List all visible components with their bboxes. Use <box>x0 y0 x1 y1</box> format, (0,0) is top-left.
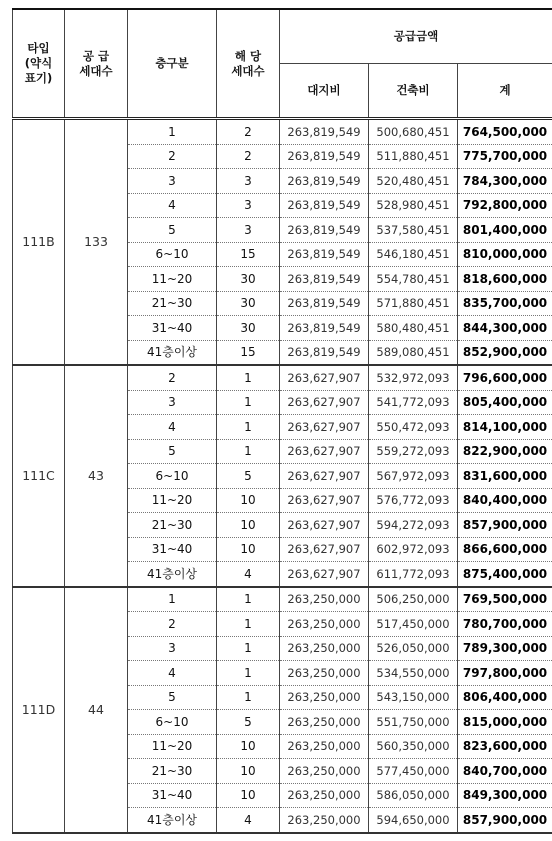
building-cost-cell: 554,780,451 <box>369 267 458 292</box>
total-cell: 815,000,000 <box>458 710 552 735</box>
header-land-cost: 대지비 <box>280 64 369 119</box>
total-cell: 789,300,000 <box>458 636 552 661</box>
building-cost-cell: 528,980,451 <box>369 193 458 218</box>
units-cell: 10 <box>217 783 280 808</box>
header-applicable-units: 해 당 세대수 <box>217 9 280 119</box>
land-cost-cell: 263,250,000 <box>280 636 369 661</box>
units-cell: 3 <box>217 193 280 218</box>
land-cost-cell: 263,627,907 <box>280 562 369 587</box>
floor-cell: 11~20 <box>128 267 217 292</box>
total-cell: 792,800,000 <box>458 193 552 218</box>
total-cell: 801,400,000 <box>458 218 552 243</box>
land-cost-cell: 263,250,000 <box>280 734 369 759</box>
floor-cell: 3 <box>128 636 217 661</box>
units-cell: 4 <box>217 562 280 587</box>
floor-cell: 3 <box>128 169 217 194</box>
land-cost-cell: 263,250,000 <box>280 612 369 637</box>
building-cost-cell: 602,972,093 <box>369 537 458 562</box>
floor-cell: 1 <box>128 119 217 145</box>
land-cost-cell: 263,627,907 <box>280 439 369 464</box>
land-cost-cell: 263,627,907 <box>280 513 369 538</box>
land-cost-cell: 263,819,549 <box>280 340 369 365</box>
floor-cell: 2 <box>128 365 217 390</box>
units-cell: 1 <box>217 685 280 710</box>
building-cost-cell: 551,750,000 <box>369 710 458 735</box>
total-cell: 810,000,000 <box>458 242 552 267</box>
building-cost-cell: 586,050,000 <box>369 783 458 808</box>
units-cell: 30 <box>217 316 280 341</box>
table-row <box>13 365 552 390</box>
total-cell: 840,400,000 <box>458 488 552 513</box>
supply-units-cell: 43 <box>65 365 128 587</box>
total-cell: 784,300,000 <box>458 169 552 194</box>
type-cell: 111B <box>13 119 65 366</box>
building-cost-cell: 611,772,093 <box>369 562 458 587</box>
land-cost-cell: 263,819,549 <box>280 144 369 169</box>
total-cell: 866,600,000 <box>458 537 552 562</box>
total-cell: 769,500,000 <box>458 587 552 612</box>
building-cost-cell: 594,650,000 <box>369 808 458 833</box>
units-cell: 1 <box>217 390 280 415</box>
type-cell: 111C <box>13 365 65 587</box>
units-cell: 15 <box>217 242 280 267</box>
units-cell: 10 <box>217 734 280 759</box>
total-cell: 806,400,000 <box>458 685 552 710</box>
units-cell: 30 <box>217 291 280 316</box>
floor-cell: 4 <box>128 415 217 440</box>
building-cost-cell: 500,680,451 <box>369 119 458 145</box>
floor-cell: 41층이상 <box>128 340 217 365</box>
land-cost-cell: 263,819,549 <box>280 242 369 267</box>
building-cost-cell: 520,480,451 <box>369 169 458 194</box>
floor-cell: 6~10 <box>128 464 217 489</box>
floor-cell: 2 <box>128 612 217 637</box>
land-cost-cell: 263,819,549 <box>280 218 369 243</box>
total-cell: 775,700,000 <box>458 144 552 169</box>
header-floor: 층구분 <box>128 9 217 119</box>
floor-cell: 1 <box>128 587 217 612</box>
header-building-cost: 건축비 <box>369 64 458 119</box>
floor-cell: 4 <box>128 193 217 218</box>
table-row <box>13 587 552 612</box>
land-cost-cell: 263,819,549 <box>280 267 369 292</box>
land-cost-cell: 263,819,549 <box>280 193 369 218</box>
total-cell: 797,800,000 <box>458 661 552 686</box>
building-cost-cell: 580,480,451 <box>369 316 458 341</box>
units-cell: 5 <box>217 464 280 489</box>
total-cell: 857,900,000 <box>458 808 552 833</box>
units-cell: 1 <box>217 415 280 440</box>
floor-cell: 3 <box>128 390 217 415</box>
units-cell: 1 <box>217 439 280 464</box>
total-cell: 849,300,000 <box>458 783 552 808</box>
building-cost-cell: 526,050,000 <box>369 636 458 661</box>
land-cost-cell: 263,627,907 <box>280 464 369 489</box>
units-cell: 1 <box>217 587 280 612</box>
land-cost-cell: 263,627,907 <box>280 415 369 440</box>
header-supply-units: 공 급 세대수 <box>65 9 128 119</box>
floor-cell: 41층이상 <box>128 562 217 587</box>
units-cell: 10 <box>217 537 280 562</box>
units-cell: 3 <box>217 218 280 243</box>
units-cell: 3 <box>217 169 280 194</box>
units-cell: 2 <box>217 119 280 145</box>
land-cost-cell: 263,627,907 <box>280 537 369 562</box>
units-cell: 10 <box>217 759 280 784</box>
land-cost-cell: 263,819,549 <box>280 119 369 145</box>
units-cell: 15 <box>217 340 280 365</box>
building-cost-cell: 537,580,451 <box>369 218 458 243</box>
floor-cell: 5 <box>128 685 217 710</box>
building-cost-cell: 567,972,093 <box>369 464 458 489</box>
total-cell: 823,600,000 <box>458 734 552 759</box>
building-cost-cell: 576,772,093 <box>369 488 458 513</box>
floor-cell: 4 <box>128 661 217 686</box>
units-cell: 10 <box>217 488 280 513</box>
supply-units-cell: 44 <box>65 587 128 833</box>
land-cost-cell: 263,250,000 <box>280 587 369 612</box>
land-cost-cell: 263,250,000 <box>280 710 369 735</box>
floor-cell: 31~40 <box>128 783 217 808</box>
land-cost-cell: 263,819,549 <box>280 169 369 194</box>
building-cost-cell: 594,272,093 <box>369 513 458 538</box>
units-cell: 4 <box>217 808 280 833</box>
building-cost-cell: 559,272,093 <box>369 439 458 464</box>
total-cell: 844,300,000 <box>458 316 552 341</box>
floor-cell: 21~30 <box>128 759 217 784</box>
building-cost-cell: 541,772,093 <box>369 390 458 415</box>
building-cost-cell: 577,450,000 <box>369 759 458 784</box>
total-cell: 764,500,000 <box>458 119 552 145</box>
type-cell: 111D <box>13 587 65 833</box>
total-cell: 796,600,000 <box>458 365 552 390</box>
land-cost-cell: 263,819,549 <box>280 316 369 341</box>
total-cell: 818,600,000 <box>458 267 552 292</box>
floor-cell: 11~20 <box>128 734 217 759</box>
land-cost-cell: 263,627,907 <box>280 365 369 390</box>
building-cost-cell: 571,880,451 <box>369 291 458 316</box>
floor-cell: 41층이상 <box>128 808 217 833</box>
floor-cell: 5 <box>128 439 217 464</box>
building-cost-cell: 532,972,093 <box>369 365 458 390</box>
floor-cell: 21~30 <box>128 513 217 538</box>
floor-cell: 6~10 <box>128 242 217 267</box>
units-cell: 1 <box>217 636 280 661</box>
floor-cell: 6~10 <box>128 710 217 735</box>
building-cost-cell: 546,180,451 <box>369 242 458 267</box>
units-cell: 30 <box>217 267 280 292</box>
table-row <box>13 119 552 145</box>
building-cost-cell: 506,250,000 <box>369 587 458 612</box>
building-cost-cell: 550,472,093 <box>369 415 458 440</box>
units-cell: 2 <box>217 144 280 169</box>
supply-units-cell: 133 <box>65 119 128 366</box>
total-cell: 852,900,000 <box>458 340 552 365</box>
total-cell: 835,700,000 <box>458 291 552 316</box>
total-cell: 840,700,000 <box>458 759 552 784</box>
total-cell: 831,600,000 <box>458 464 552 489</box>
land-cost-cell: 263,627,907 <box>280 488 369 513</box>
units-cell: 10 <box>217 513 280 538</box>
floor-cell: 31~40 <box>128 316 217 341</box>
land-cost-cell: 263,250,000 <box>280 661 369 686</box>
total-cell: 805,400,000 <box>458 390 552 415</box>
total-cell: 822,900,000 <box>458 439 552 464</box>
units-cell: 5 <box>217 710 280 735</box>
land-cost-cell: 263,627,907 <box>280 390 369 415</box>
floor-cell: 5 <box>128 218 217 243</box>
building-cost-cell: 543,150,000 <box>369 685 458 710</box>
building-cost-cell: 560,350,000 <box>369 734 458 759</box>
floor-cell: 31~40 <box>128 537 217 562</box>
header-total: 계 <box>458 64 552 119</box>
total-cell: 780,700,000 <box>458 612 552 637</box>
units-cell: 1 <box>217 612 280 637</box>
units-cell: 1 <box>217 661 280 686</box>
total-cell: 857,900,000 <box>458 513 552 538</box>
land-cost-cell: 263,819,549 <box>280 291 369 316</box>
land-cost-cell: 263,250,000 <box>280 759 369 784</box>
land-cost-cell: 263,250,000 <box>280 783 369 808</box>
land-cost-cell: 263,250,000 <box>280 808 369 833</box>
building-cost-cell: 589,080,451 <box>369 340 458 365</box>
building-cost-cell: 534,550,000 <box>369 661 458 686</box>
floor-cell: 11~20 <box>128 488 217 513</box>
building-cost-cell: 517,450,000 <box>369 612 458 637</box>
floor-cell: 2 <box>128 144 217 169</box>
total-cell: 875,400,000 <box>458 562 552 587</box>
building-cost-cell: 511,880,451 <box>369 144 458 169</box>
floor-cell: 21~30 <box>128 291 217 316</box>
supply-price-table <box>12 8 552 834</box>
land-cost-cell: 263,250,000 <box>280 685 369 710</box>
header-type: 타입 (약식 표기) <box>13 9 65 119</box>
total-cell: 814,100,000 <box>458 415 552 440</box>
units-cell: 1 <box>217 365 280 390</box>
table-body <box>13 119 552 833</box>
header-supply-price: 공급금액 <box>280 9 552 64</box>
